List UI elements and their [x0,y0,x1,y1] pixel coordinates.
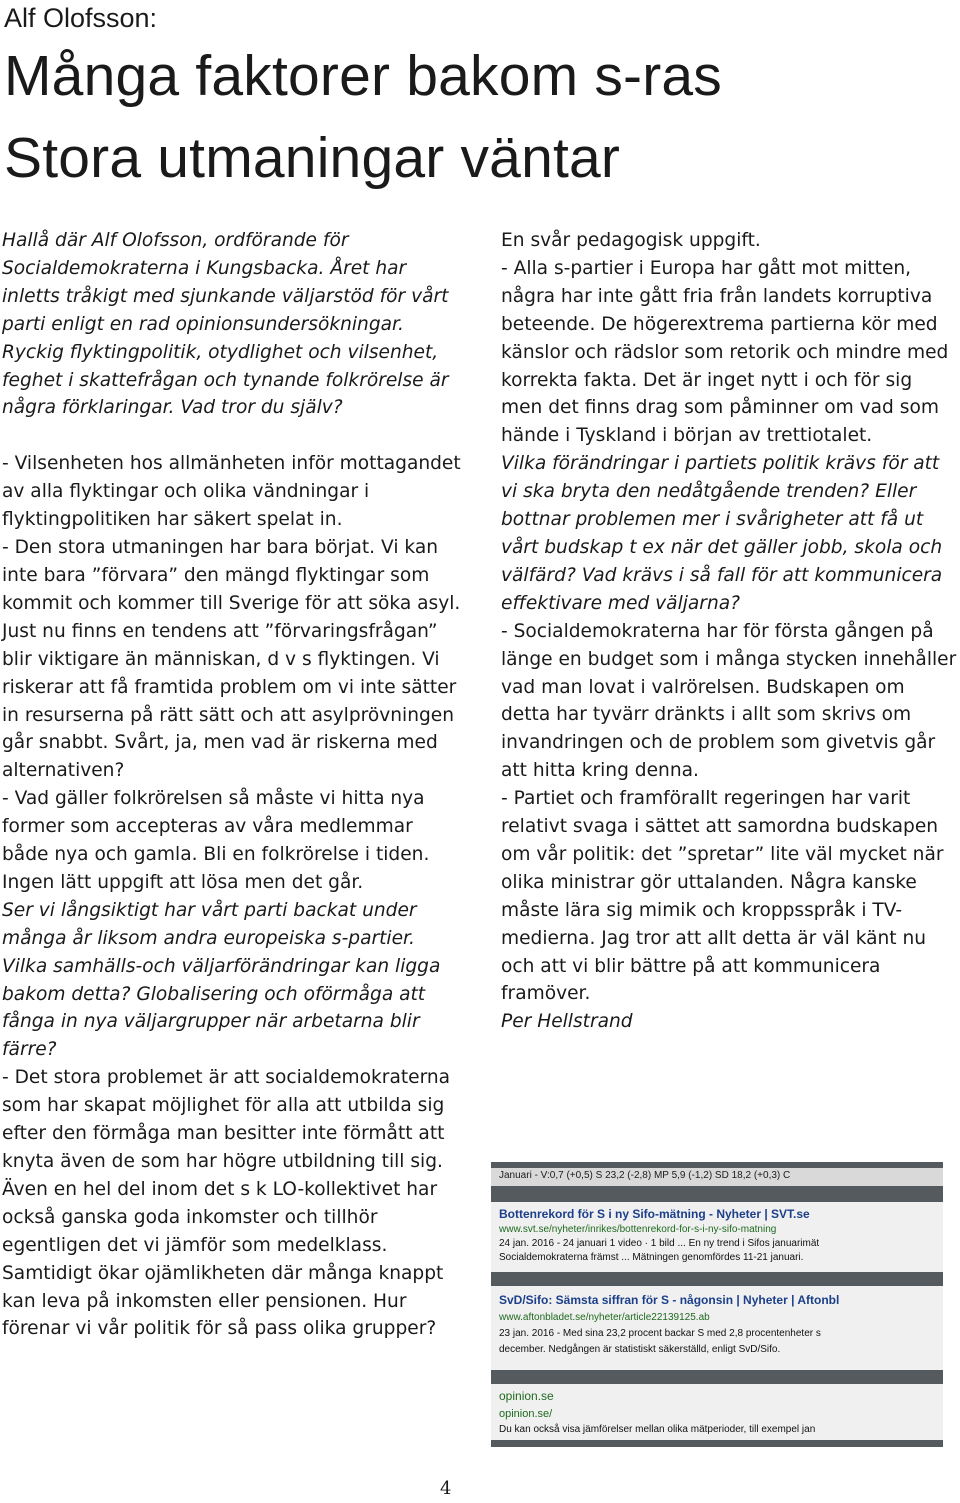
interview-answer: En svår pedagogisk uppgift. [501,230,761,251]
interview-question: Vilka förändringar i partiets politik krävs för att vi ska bryta den nedåtgående trenden? Eller bottnar problemen mer i svårigheter att få ut vårt budskap t ex när det gäller jobb, skola och välfärd? Vad krävs i så fall för att kommunicera effektivare med väljarna? [501,453,943,614]
headline-line-2: Stora utmaningar väntar [4,126,621,190]
right-column [501,227,959,1036]
image-result-snippet: Du kan också visa jämförelser mellan olika mätperioder, till exempel jan [499,1424,816,1435]
article-kicker: Alf Olofsson: [4,3,158,33]
interview-answer: - Socialdemokraterna har för första gången på länge en budget som i många stycken innehåller vad man lovat i valrörelsen. Budskapen om detta har tyvärr dränkts i allt som skrivs om invandringen och de problem som givetvis går att hitta kring denna. [501,620,957,782]
interview-answer: - Den stora utmaningen har bara börjat. Vi kan inte bara ”förvara” den mängd flyktingar som kommit och kommer till Sverige för att söka asyl. Just nu finns en tendens att ”förvaringsfrågan” blir viktigare än människan, d v s flyktingen. Vi riskerar att få framtida problem om vi inte sätter in resurserna på rätt sätt och att asylprövningen går snabbt. Svårt, ja, men vad är riskerna med alternativen? [2,537,461,782]
image-result-url: www.aftonbladet.se/nyheter/article22139125.ab [499,1312,710,1323]
left-column [2,227,464,1343]
interview-answer: - Partiet och framförallt regeringen har varit relativt svaga i sättet att samordna budskapen om vår politik: det ”spretar” lite väl mycket när olika ministrar gör uttalanden. Några kanske måste lära sig mimik och kroppsspråk i TV-medierna. Jag tror att allt detta är väl känt nu och att vi blir bättre på att kommunicera framöver. [501,788,944,1005]
image-result-title: Bottenrekord för S i ny Sifo-mätning - Nyheter | SVT.se [499,1207,810,1221]
interview-answer: - Det stora problemet är att socialdemokraterna som har skapat möjlighet för alla att utbilda sig efter den förmåga man besitter inte förmått att knyta även de som har högre utbildning till sig. Även en hel del inom det s k LO-kollektivet har också ganska goda inkomster och tillhör egentligen det vi jämför som medelklass. Samtidigt ökar ojämlikheten där många knappt kan leva på inkomsten eller pensionen. Hur förenar vi vår politik för så pass olika grupper? [2,1067,451,1340]
image-result-snippet: Socialdemokraterna främst ... Mätningen genomfördes 11-21 januari. [499,1252,804,1263]
interview-question: Per Hellstrand [501,1011,633,1033]
image-result-snippet: 24 jan. 2016 - 24 januari 1 video · 1 bild ... En ny trend i Sifos januarimät [499,1238,820,1249]
image-poll-line: Januari - V:0,7 (+0,5) S 23,2 (-2,8) MP 5,9 (-1,2) SD 18,2 (+0,3) C [499,1170,791,1181]
interview-question: Hallå där Alf Olofsson, ordförande för Socialdemokraterna i Kungsbacka. Året har inletts tråkigt med sjunkande väljarstöd för vårt parti enligt en rad opinionsundersökningar. Ryckig flyktingpolitik, otydlighet och vilsenhet, feghet i skattefrågan och tynande folkrörelse är några förklaringar. Vad tror du själv? [2,230,449,419]
image-result-url: www.svt.se/nyheter/inrikes/bottenrekord-for-s-i-ny-sifo-matning [499,1224,777,1235]
image-result-title: SvD/Sifo: Sämsta siffran för S - någonsin | Nyheter | Aftonbl [499,1293,840,1307]
image-result-snippet: 23 jan. 2016 - Med sina 23,2 procent backar S med 2,8 procentenheter s [499,1328,821,1339]
interview-answer: - Vilsenheten hos allmänheten inför mottagandet av alla flyktingar och olika vändningar i flyktingpolitiken har säkert spelat in. [2,453,461,531]
page-number: 4 [440,1478,452,1499]
search-results-image [491,1162,943,1447]
interview-answer: - Alla s-partier i Europa har gått mot mitten, några har inte gått fria från landets korruptiva beteende. De högerextrema partierna kör med känslor och rädslor som retorik och mindre med korrekta fakta. Det är inget nytt i och för sig men det finns drag som påminner om vad som hände i Tyskland i början av trettiotalet. [501,257,949,447]
image-result-snippet: december. Nedgången är statistiskt säkerställd, enligt SvD/Sifo. [499,1344,781,1355]
image-result-title: opinion.se [499,1389,554,1403]
image-result-url: opinion.se/ [499,1408,553,1420]
interview-question: Ser vi långsiktigt har vårt parti backat under många år liksom andra europeiska s-partier. Vilka samhälls-och väljarförändringar kan ligga bakom detta? Globalisering och oförmåga att fånga in nya väljargrupper när arbetarna blir färre? [2,899,441,1061]
paragraph-spacer [2,422,464,450]
headline-line-1: Många faktorer bakom s-ras [4,44,722,108]
interview-answer: - Vad gäller folkrörelsen så måste vi hitta nya former som accepteras av våra medlemmar både nya och gamla. Bli en folkrörelse i tiden. Ingen lätt uppgift att lösa men det går. [2,788,430,893]
